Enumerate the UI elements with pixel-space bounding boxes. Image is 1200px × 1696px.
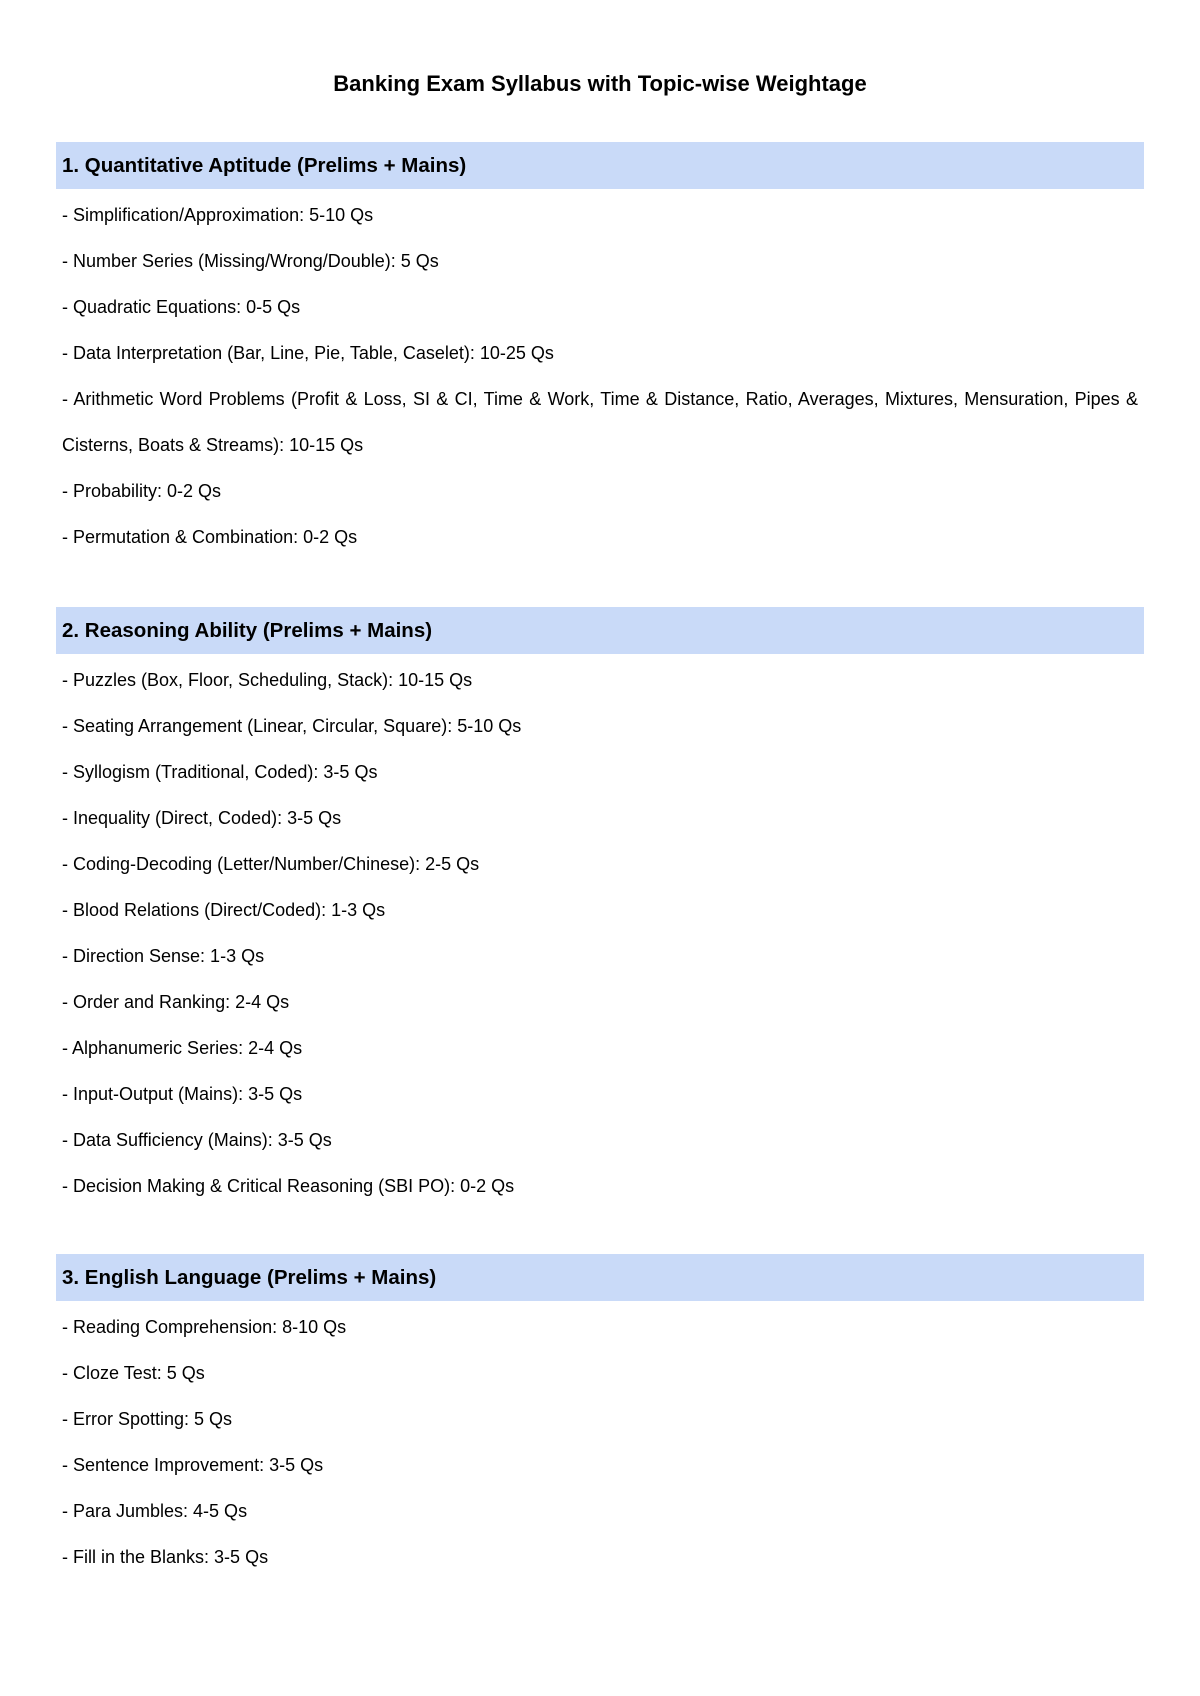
list-item: - Inequality (Direct, Coded): 3-5 Qs [62,808,342,828]
list-item: - Permutation & Combination: 0-2 Qs [62,527,358,547]
list-item: - Fill in the Blanks: 3-5 Qs [62,1547,269,1567]
list-item: - Order and Ranking: 2-4 Qs [62,992,290,1012]
topic-list [56,657,1144,1209]
list-item: - Direction Sense: 1-3 Qs [62,946,265,966]
list-item: - Input-Output (Mains): 3-5 Qs [62,1084,303,1104]
document-title: Banking Exam Syllabus with Topic-wise Weightage [333,71,867,96]
list-item: - Sentence Improvement: 3-5 Qs [62,1455,324,1475]
list-item: - Coding-Decoding (Letter/Number/Chinese): 2-5 Qs [62,854,480,874]
topic-list [56,192,1144,560]
list-item: - Decision Making & Critical Reasoning (SBI PO): 0-2 Qs [62,1176,515,1196]
list-item: - Error Spotting: 5 Qs [62,1409,233,1429]
list-item: - Cloze Test: 5 Qs [62,1363,205,1383]
list-item: - Seating Arrangement (Linear, Circular, Square): 5-10 Qs [62,716,522,736]
list-item: - Arithmetic Word Problems (Profit & Loss, SI & CI, Time & Work, Time & Distance, Ratio, Averages, Mixtures, Mensuration, Pipes & Cisterns, Boats & Streams): 10-15 Qs [62,389,1138,455]
section-quantitative-aptitude [56,142,1144,560]
list-item: - Probability: 0-2 Qs [62,481,222,501]
list-item: - Puzzles (Box, Floor, Scheduling, Stack): 10-15 Qs [62,670,473,690]
list-item: - Data Interpretation (Bar, Line, Pie, Table, Caselet): 10-25 Qs [62,343,554,363]
section-heading: 2. Reasoning Ability (Prelims + Mains) [56,607,1144,654]
list-item: - Alphanumeric Series: 2-4 Qs [62,1038,303,1058]
section-english-language [56,1254,1144,1580]
section-heading: 1. Quantitative Aptitude (Prelims + Mains) [56,142,1144,189]
list-item: - Data Sufficiency (Mains): 3-5 Qs [62,1130,332,1150]
list-item: - Para Jumbles: 4-5 Qs [62,1501,248,1521]
list-item: - Blood Relations (Direct/Coded): 1-3 Qs [62,900,386,920]
list-item: - Reading Comprehension: 8-10 Qs [62,1317,347,1337]
topic-list [56,1304,1144,1580]
list-item: - Quadratic Equations: 0-5 Qs [62,297,301,317]
section-heading: 3. English Language (Prelims + Mains) [56,1254,1144,1301]
list-item: - Simplification/Approximation: 5-10 Qs [62,205,374,225]
section-reasoning-ability [56,607,1144,1209]
list-item: - Syllogism (Traditional, Coded): 3-5 Qs [62,762,378,782]
list-item: - Number Series (Missing/Wrong/Double): 5 Qs [62,251,439,271]
